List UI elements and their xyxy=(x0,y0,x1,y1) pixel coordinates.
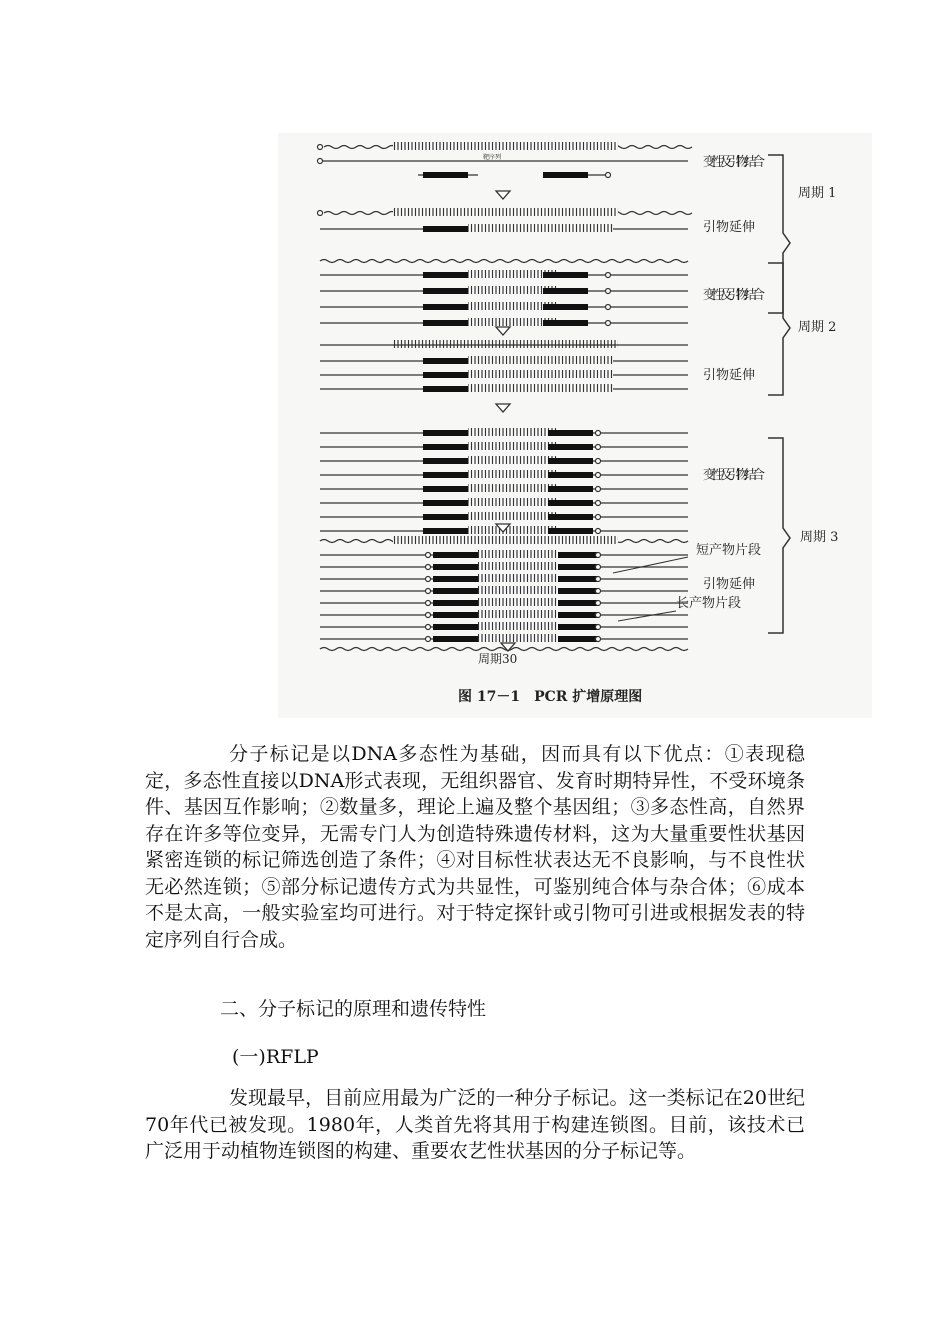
cycle3-label: 周期 3 xyxy=(800,530,839,545)
strand-end xyxy=(606,321,611,326)
cycle-brackets xyxy=(768,155,790,633)
primer xyxy=(423,272,468,278)
extended-region xyxy=(468,484,558,492)
strand-end xyxy=(426,577,431,582)
primer xyxy=(423,430,468,436)
strand-end xyxy=(596,565,601,570)
extended-region xyxy=(478,562,558,570)
primer xyxy=(558,588,598,594)
extended-region xyxy=(468,370,613,378)
primer xyxy=(433,552,478,558)
primer xyxy=(433,588,478,594)
cycle1-label: 周期 1 xyxy=(798,186,837,201)
pcr-diagram-figure xyxy=(278,133,872,718)
strand-end xyxy=(606,305,611,310)
strand-end xyxy=(606,289,611,294)
strand-end xyxy=(318,159,323,164)
extended-region xyxy=(478,550,558,558)
short-product-pointer xyxy=(613,557,688,573)
figure-caption: 图 17－1 PCR 扩增原理图 xyxy=(458,689,643,705)
primer xyxy=(548,514,593,520)
strand-end xyxy=(426,565,431,570)
step-extend-3: 引物延伸 xyxy=(703,577,756,592)
step-extend-1: 引物延伸 xyxy=(703,220,756,235)
section-heading: 二、分子标记的原理和遗传特性 xyxy=(220,998,487,1020)
strand-end xyxy=(596,445,601,450)
strand-end xyxy=(606,273,611,278)
step-arrow xyxy=(496,404,510,412)
primer xyxy=(548,430,593,436)
primer xyxy=(423,304,468,310)
primer xyxy=(423,472,468,478)
strand-end xyxy=(596,473,601,478)
primer xyxy=(558,624,598,630)
primer xyxy=(423,514,468,520)
strand-end xyxy=(318,211,323,216)
strand-end xyxy=(426,637,431,642)
primer xyxy=(423,386,468,392)
primer xyxy=(558,576,598,582)
extended-region xyxy=(478,622,558,630)
dna-strands xyxy=(318,142,693,651)
primer xyxy=(543,304,588,310)
extended-region xyxy=(478,586,558,594)
target-region xyxy=(393,340,618,348)
extended-region xyxy=(468,224,613,232)
primer xyxy=(423,226,468,232)
strand-end xyxy=(426,625,431,630)
primer xyxy=(423,486,468,492)
primer xyxy=(558,600,598,606)
primer xyxy=(423,172,468,178)
primer xyxy=(423,320,468,326)
strand-end xyxy=(426,589,431,594)
primer xyxy=(423,444,468,450)
primer xyxy=(433,612,478,618)
primer xyxy=(543,320,588,326)
strand-end xyxy=(426,601,431,606)
primer xyxy=(548,458,593,464)
cycle1-bracket xyxy=(768,155,790,313)
step-extend-2: 引物延伸 xyxy=(703,368,756,383)
primer xyxy=(423,528,468,534)
primer xyxy=(558,552,598,558)
extended-region xyxy=(468,470,558,478)
target-sequence-label: 靶序列 xyxy=(483,154,502,161)
strand-end xyxy=(596,589,601,594)
primer xyxy=(433,636,478,642)
primer xyxy=(423,372,468,378)
strand-end xyxy=(596,515,601,520)
strand-end xyxy=(596,601,601,606)
primer xyxy=(548,528,593,534)
cycle2-bracket xyxy=(768,263,790,395)
target-region xyxy=(393,142,618,150)
step-arrow xyxy=(496,191,510,199)
paragraph-rflp: 发现最早，目前应用最为广泛的一种分子标记。这一类标记在20世纪70年代已被发现。1980年，人类首先将其用于构建连锁图。目前，该技术已广泛用于动植物连锁图的构建、重要农艺性状基因的分子标记等。 xyxy=(145,1087,805,1162)
template-strand xyxy=(320,648,688,651)
extended-region xyxy=(478,598,558,606)
cycle30-label: 周期30 xyxy=(478,652,518,666)
primer xyxy=(433,624,478,630)
extended-region xyxy=(468,356,613,364)
strand-end xyxy=(596,501,601,506)
strand-end xyxy=(596,577,601,582)
strand-end xyxy=(596,431,601,436)
step-denature-1: 变性及引物结合 xyxy=(703,155,765,170)
target-region xyxy=(393,536,618,544)
extended-region xyxy=(478,574,558,582)
primer xyxy=(543,288,588,294)
step-arrow xyxy=(501,643,515,651)
primer xyxy=(433,564,478,570)
extended-region xyxy=(468,526,558,534)
cycle3-bracket xyxy=(768,438,790,633)
primer xyxy=(423,288,468,294)
extended-region xyxy=(468,456,558,464)
strand-end xyxy=(426,553,431,558)
subsection-heading: (一)RFLP xyxy=(232,1046,319,1068)
short-product-label: 短产物片段 xyxy=(696,543,762,558)
strand-end xyxy=(606,173,611,178)
primer xyxy=(548,472,593,478)
pcr-diagram xyxy=(278,133,872,718)
step-denature-3: 变性及引物结合 xyxy=(703,468,765,483)
primer xyxy=(548,486,593,492)
primer xyxy=(423,500,468,506)
strand-end xyxy=(596,637,601,642)
template-strand xyxy=(320,260,688,263)
primer xyxy=(548,500,593,506)
primer xyxy=(558,564,598,570)
cycle2-label: 周期 2 xyxy=(798,320,837,335)
strand-end xyxy=(596,459,601,464)
strand-end xyxy=(596,613,601,618)
primer xyxy=(433,600,478,606)
primer xyxy=(558,612,598,618)
extended-region xyxy=(478,634,558,642)
strand-end xyxy=(596,625,601,630)
strand-end xyxy=(596,529,601,534)
extended-region xyxy=(468,428,558,436)
long-product-label: 长产物片段 xyxy=(676,596,742,611)
extended-region xyxy=(468,384,613,392)
primer xyxy=(548,444,593,450)
extended-region xyxy=(478,610,558,618)
step-arrow xyxy=(496,327,510,335)
strand-end xyxy=(596,487,601,492)
paragraph-advantages: 分子标记是以DNA多态性为基础，因而具有以下优点：①表现稳定，多态性直接以DNA形式表现，无组织器官、发育时期特异性，不受环境条件、基因互作影响；②数量多，理论上遍及整个基因组；③多态性高，自然界存在许多等位变异，无需专门人为创造特殊遗传材料，这为大量重要性状基因紧密连锁的标记筛选创造了条件；④对目标性状表达无不良影响，与不良性状无必然连锁；⑤部分标记遗传方式为共显性，可鉴别纯合体与杂合体；⑥成本不是太高，一般实验室均可进行。对于特定探针或引物可引进或根据发表的特定序列自行合成。 xyxy=(145,743,805,951)
strand-end xyxy=(596,553,601,558)
target-region xyxy=(393,208,618,216)
extended-region xyxy=(468,498,558,506)
strand-end xyxy=(318,145,323,150)
extended-region xyxy=(468,442,558,450)
extended-region xyxy=(468,512,558,520)
primer xyxy=(543,172,588,178)
long-product-pointer xyxy=(618,611,676,621)
primer xyxy=(423,458,468,464)
primer xyxy=(423,358,468,364)
step-denature-2: 变性及引物结合 xyxy=(703,288,765,303)
primer xyxy=(558,636,598,642)
primer xyxy=(433,576,478,582)
strand-end xyxy=(426,613,431,618)
primer xyxy=(543,272,588,278)
